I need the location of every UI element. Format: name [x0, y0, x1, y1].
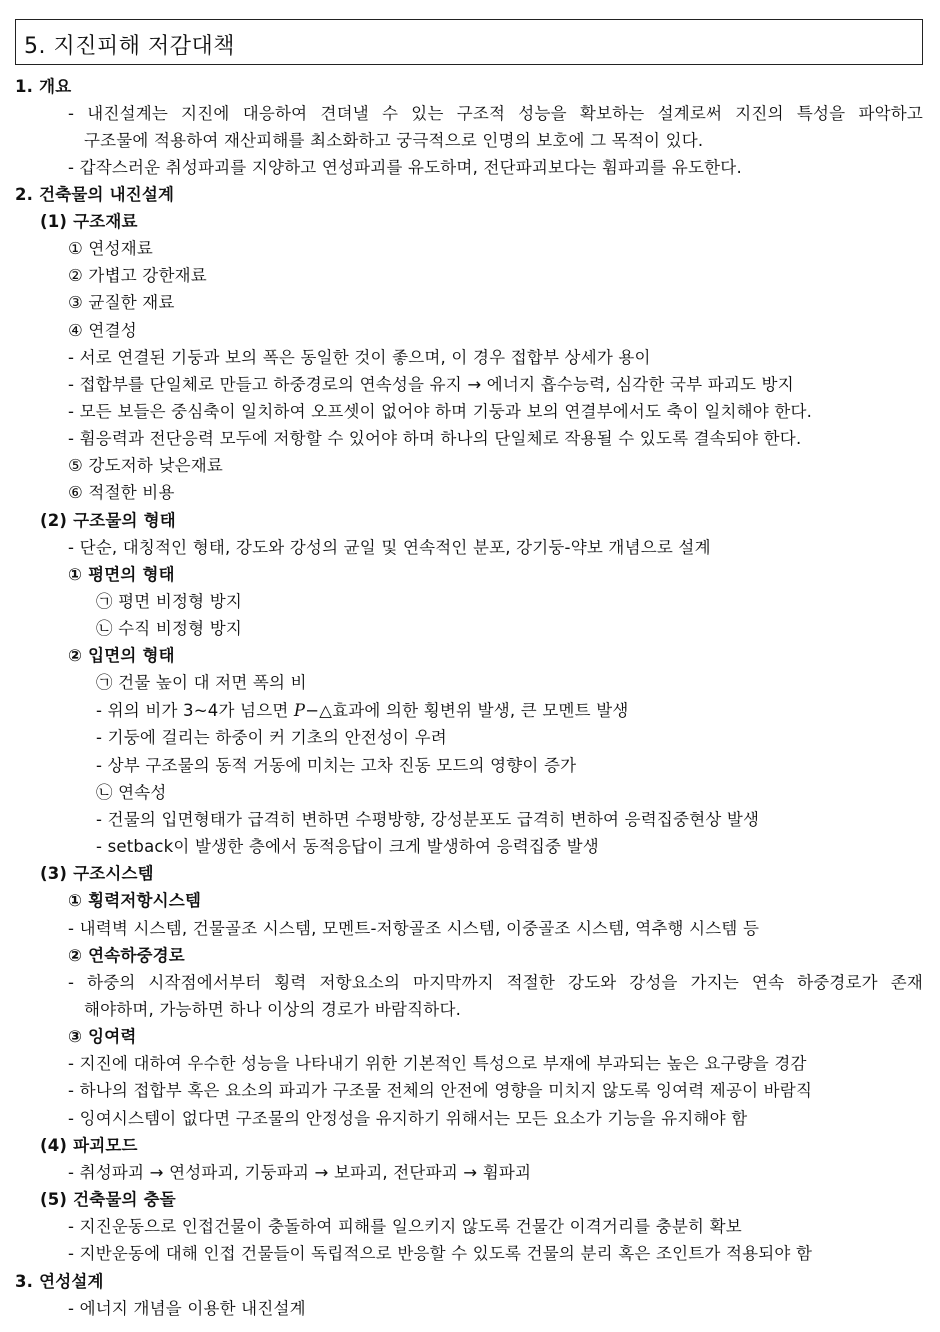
- subheading-failure-mode: (4) 파괴모드: [40, 1136, 138, 1155]
- subheading-structural-system: (3) 구조시스템: [40, 864, 154, 883]
- list-item: ④ 연결성: [68, 321, 137, 340]
- list-item-detail: - 휨응력과 전단응력 모두에 저항할 수 있어야 하며 하나의 단일체로 작용될 수 있도록 결속되야 한다.: [68, 429, 802, 448]
- p-delta-text-pre: - 위의 비가 3~4가 넘으면: [96, 701, 294, 720]
- list-item: ㉡ 연속성: [96, 783, 167, 802]
- item-heading-redundancy: ③ 잉여력: [68, 1027, 137, 1046]
- overview-line-1: - 내진설계는 지진에 대응하여 견뎌낼 수 있는 구조적 성능을 확보하는 설계로써 지진의 특성을 파악하고: [68, 104, 923, 123]
- list-item: ⑤ 강도저하 낮은재료: [68, 456, 223, 475]
- p-delta-formula: P−△: [293, 701, 333, 720]
- page-title-box: [15, 19, 923, 65]
- item-heading-elevation-form: ② 입면의 형태: [68, 646, 175, 665]
- subheading-materials: (1) 구조재료: [40, 212, 138, 231]
- p-delta-text-post: 효과에 의한 횡변위 발생, 큰 모멘트 발생: [332, 701, 629, 720]
- section-heading-ductile-design: 3. 연성설계: [15, 1272, 104, 1291]
- list-item-detail: - 지반운동에 대해 인접 건물들이 독립적으로 반응할 수 있도록 건물의 분리 혹은 조인트가 적용되야 함: [68, 1244, 813, 1263]
- list-item-detail: - 하나의 접합부 혹은 요소의 파괴가 구조물 전체의 안전에 영향을 미치지 않도록 잉여력 제공이 바람직: [68, 1081, 813, 1100]
- list-item-detail: - 접합부를 단일체로 만들고 하중경로의 연속성을 유지 → 에너지 흡수능력, 심각한 국부 파괴도 방지: [68, 375, 794, 394]
- section-heading-overview: 1. 개요: [15, 77, 72, 96]
- list-item: ⑥ 적절한 비용: [68, 483, 175, 502]
- list-item-detail: - 모든 보들은 중심축이 일치하여 오프셋이 없어야 하며 기둥과 보의 연결부에서도 축이 일치해야 한다.: [68, 402, 813, 421]
- overview-line-2: - 갑작스러운 취성파괴를 지양하고 연성파괴를 유도하며, 전단파괴보다는 휨파괴를 유도한다.: [68, 158, 742, 177]
- list-item-detail: - 상부 구조물의 동적 거동에 미치는 고차 진동 모드의 영향이 증가: [96, 756, 577, 775]
- item-heading-lateral-system: ① 횡력저항시스템: [68, 891, 202, 910]
- item-heading-plan-form: ① 평면의 형태: [68, 565, 175, 584]
- list-item-detail-cont: 해야하며, 가능하면 하나 이상의 경로가 바람직하다.: [84, 1000, 462, 1019]
- list-item: ③ 균질한 재료: [68, 293, 175, 312]
- list-item-detail: - 내력벽 시스템, 건물골조 시스템, 모멘트-저항골조 시스템, 이중골조 시스템, 역추행 시스템 등: [68, 919, 760, 938]
- list-item-detail: - setback이 발생한 층에서 동적응답이 크게 발생하여 응력집중 발생: [96, 837, 599, 856]
- subheading-structure-form: (2) 구조물의 형태: [40, 511, 176, 530]
- list-item-detail: - 취성파괴 → 연성파괴, 기둥파괴 → 보파괴, 전단파괴 → 휨파괴: [68, 1163, 532, 1182]
- subheading-pounding: (5) 건축물의 충돌: [40, 1190, 176, 1209]
- list-item-detail: - 지진운동으로 인접건물이 충돌하여 피해를 일으키지 않도록 건물간 이격거리를 충분히 확보: [68, 1217, 742, 1236]
- section-heading-seismic-design: 2. 건축물의 내진설계: [15, 185, 175, 204]
- list-item-detail: - 잉여시스템이 없다면 구조물의 안정성을 유지하기 위해서는 모든 요소가 기능을 유지해야 함: [68, 1109, 748, 1128]
- list-item: ② 가볍고 강한재료: [68, 266, 207, 285]
- list-item-detail: - 서로 연결된 기둥과 보의 폭은 동일한 것이 좋으며, 이 경우 접합부 상세가 용이: [68, 348, 651, 367]
- list-item: ㉠ 평면 비정형 방지: [96, 592, 243, 611]
- list-item-detail: - 에너지 개념을 이용한 내진설계: [68, 1299, 306, 1318]
- list-item-detail: - 건물의 입면형태가 급격히 변하면 수평방향, 강성분포도 급격히 변하여 응력집중현상 발생: [96, 810, 760, 829]
- list-item: ① 연성재료: [68, 239, 153, 258]
- item-heading-load-path: ② 연속하중경로: [68, 946, 185, 965]
- list-item: ㉠ 건물 높이 대 저면 폭의 비: [96, 673, 307, 692]
- page-title: 5. 지진피해 저감대책: [24, 34, 235, 59]
- list-item-detail: - 지진에 대하여 우수한 성능을 나타내기 위한 기본적인 특성으로 부재에 부과되는 높은 요구량을 경감: [68, 1054, 807, 1073]
- list-item: ㉡ 수직 비정형 방지: [96, 619, 243, 638]
- list-item-detail: - 기둥에 걸리는 하중이 커 기초의 안전성이 우려: [96, 728, 447, 747]
- list-item-detail: - 하중의 시작점에서부터 횡력 저항요소의 마지막까지 적절한 강도와 강성을 가지는 연속 하중경로가 존재: [68, 973, 923, 992]
- overview-line-1-cont: 구조물에 적용하여 재산피해를 최소화하고 궁극적으로 인명의 보호에 그 목적이 있다.: [84, 131, 704, 150]
- list-item-detail-p-delta: [96, 701, 628, 721]
- list-item-detail: - 단순, 대칭적인 형태, 강도와 강성의 균일 및 연속적인 분포, 강기둥-약보 개념으로 설계: [68, 538, 711, 557]
